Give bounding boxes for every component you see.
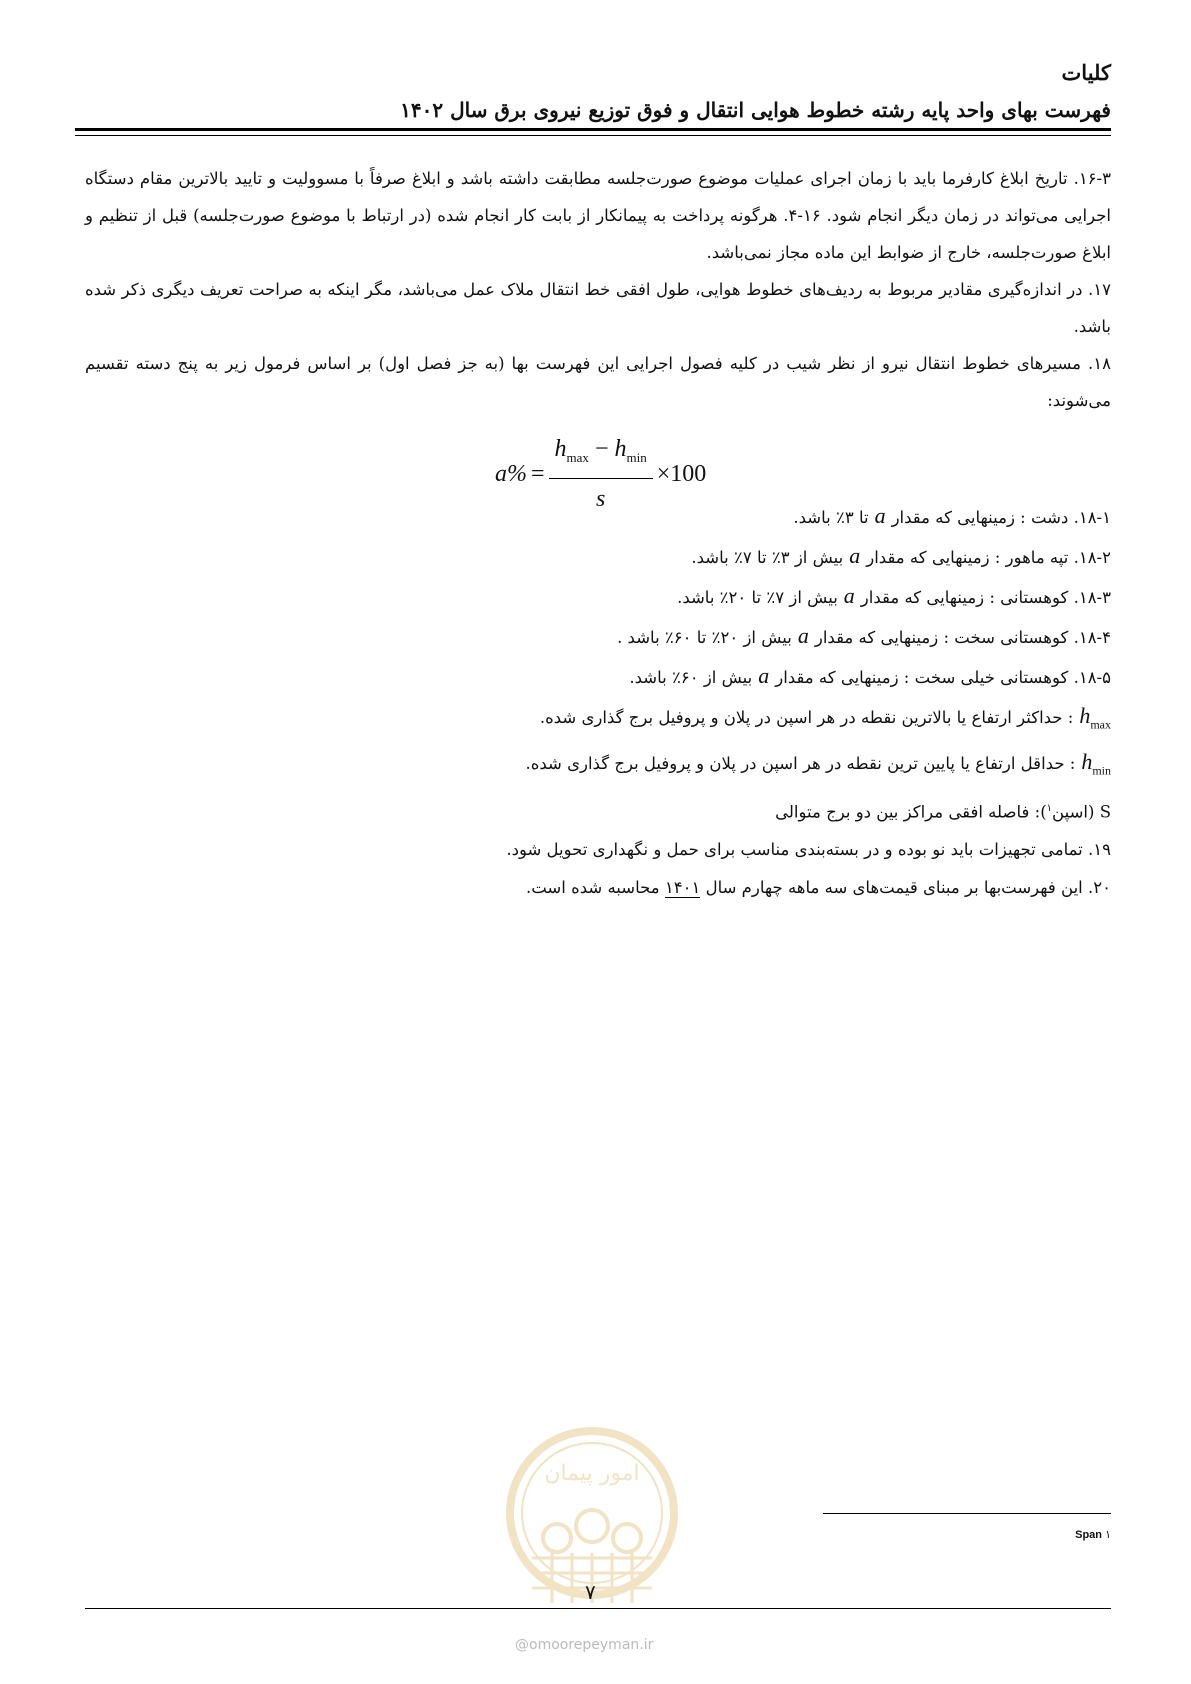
- formula-fraction: [549, 431, 653, 518]
- watermark-site: @omoorepeyman.ir: [515, 1637, 654, 1653]
- footnote: ۱ Span: [1075, 1529, 1111, 1541]
- formula-numerator: $h_{max} - h_{min}$: [549, 431, 653, 479]
- section-category: کلیات: [1061, 60, 1111, 85]
- formula-multiplier: ×100: [656, 460, 707, 487]
- formula-denominator: s: [595, 485, 606, 512]
- slope-formula: [85, 419, 1111, 512]
- definition-span: S (اسپن$^۱$): فاصله افقی مراکز بین دو برج متوالی: [775, 802, 1111, 822]
- watermark-logo-text: امور پیمان: [544, 1461, 640, 1486]
- slope-category-list: [85, 497, 1111, 907]
- list-item: ۱۸-۲. تپه ماهور : زمینهایی که مقدارaبیش از ۳٪ تا ۷٪ باشد.: [691, 543, 1111, 568]
- list-item: ۱۸-۱. دشت : زمینهایی که مقدارaتا ۳٪ باشد.: [793, 503, 1111, 528]
- document-body: [85, 160, 1111, 907]
- paragraph-17: ۱۷. در اندازه‌گیری مقادیر مربوط به ردیف‌های خطوط هوایی، طول افقی خط انتقال ملاک عمل می‌باشد، مگر اینکه به صراحت تعریف دیگری ذکر شده باشد.: [85, 280, 1111, 336]
- page-number: ۷: [585, 1580, 596, 1604]
- definition-hmax: $h_{max}$: حداکثر ارتفاع یا بالاترین نقطه در هر اسپن در پلان و پروفیل برج گذاری شده.: [539, 703, 1111, 732]
- definition-hmin: $h_{min}$: حداقل ارتفاع یا پایین ترین نقطه در هر اسپن در پلان و پروفیل برج گذاری شده.: [525, 749, 1111, 778]
- header-rule-thick: [75, 128, 1111, 131]
- paragraph-18: ۱۸. مسیرهای خطوط انتقال نیرو از نظر شیب در کلیه فصول اجرایی این فهرست بها (به جز فصل اول) بر اساس فرمول زیر به پنج دسته تقسیم می‌شوند:: [85, 354, 1111, 410]
- formula-equals: =: [531, 460, 545, 487]
- footnote-rule: [823, 1513, 1111, 1514]
- list-item: ۱۸-۳. کوهستانی : زمینهایی که مقدارaبیش از ۷٪ تا ۲۰٪ باشد.: [677, 583, 1111, 608]
- list-item: ۱۸-۴. کوهستانی سخت : زمینهایی که مقدارaبیش از ۲۰٪ تا ۶۰٪ باشد .: [617, 623, 1111, 648]
- header-rule-thin: [75, 135, 1111, 136]
- formula-lhs: a%: [495, 460, 527, 487]
- paragraph-19: ۱۹. تمامی تجهیزات باید نو بوده و در بسته‌بندی مناسب برای حمل و نگهداری تحویل شود.: [506, 840, 1111, 860]
- list-item: ۱۸-۵. کوهستانی خیلی سخت : زمینهایی که مقدارaبیش از ۶۰٪ باشد.: [629, 663, 1111, 688]
- bottom-rule: [85, 1608, 1111, 1609]
- paragraph-16-3: ۱۶-۳. تاریخ ابلاغ کارفرما باید با زمان اجرای عملیات موضوع صورت‌جلسه مطابقت داشته باشد و ابلاغ صرفاً با مسوولیت و تایید بالاترین مقام دستگاه اجرایی می‌تواند در زمان دیگر انجام شود. ۱۶-۴. هرگونه پرداخت به پیمانکار از بابت کار انجام شده (در ارتباط با موضوع صورت‌جلسه) قبل از تنظیم و ابلاغ صورت‌جلسه، خارج از ضوابط این ماده مجاز نمی‌باشد.: [85, 169, 1111, 262]
- document-title: فهرست بهای واحد پایه رشته خطوط هوایی انتقال و فوق توزیع نیروی برق سال ۱۴۰۲: [400, 98, 1111, 122]
- paragraph-20: ۲۰. این فهرست‌بها بر مبنای قیمت‌های سه ماهه چهارم سال ۱۴۰۱ محاسبه شده است.: [525, 878, 1111, 898]
